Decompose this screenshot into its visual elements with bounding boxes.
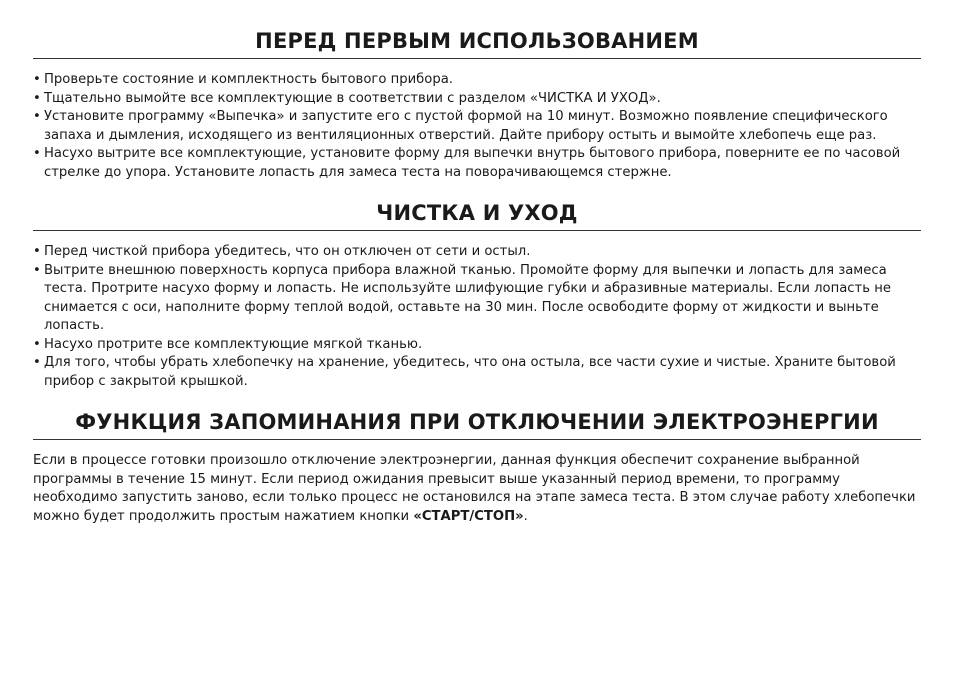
section-title-before-first-use: ПЕРЕД ПЕРВЫМ ИСПОЛЬЗОВАНИЕМ [33, 28, 921, 59]
list-item [33, 71, 921, 90]
bullet: • [33, 355, 41, 370]
list-item [33, 354, 921, 391]
bullet: • [33, 109, 41, 124]
list-item-text: Установите программу «Выпечка» и запустите его с пустой формой на 10 минут. Возможно появление специфического запаха и дымления, исходящего из вентиляционных отверстий. Дайте прибору остыть и вымойте хлебопечь еще раз. [44, 109, 888, 143]
list-item-text: Перед чисткой прибора убедитесь, что он отключен от сети и остыл. [44, 244, 531, 259]
list-item-text: Насухо протрите все комплектующие мягкой тканью. [44, 336, 423, 352]
cleaning-list [33, 243, 921, 391]
section-title-cleaning: ЧИСТКА И УХОД [33, 200, 921, 231]
list-item-text: Насухо вытрите все комплектующие, установите форму для выпечки внутрь бытового прибора, поверните ее по часовой стрелке до упора. Установите лопасть для замеса теста на поворачивающемся стержне. [44, 146, 901, 180]
list-item-text: Для того, чтобы убрать хлебопечку на хранение, убедитесь, что она остыла, все части сухие и чистые. Храните бытовой прибор с закрытой крышкой. [44, 355, 896, 389]
bullet: • [33, 90, 41, 106]
list-item [33, 108, 921, 145]
bullet: • [33, 244, 41, 259]
list-item [33, 262, 921, 336]
list-item-text: Тщательно вымойте все комплектующие в соответствии с разделом «ЧИСТКА И УХОД». [44, 90, 661, 106]
start-stop-label: «СТАРТ/СТОП» [413, 508, 524, 524]
document-page [33, 0, 921, 526]
section-title-power-memory: ФУНКЦИЯ ЗАПОМИНАНИЯ ПРИ ОТКЛЮЧЕНИИ ЭЛЕКТРОЭНЕРГИИ [33, 409, 921, 440]
list-item-text: Вытрите внешнюю поверхность корпуса прибора влажной тканью. Промойте форму для выпечки и лопасть для замеса теста. Протрите насухо форму и лопасть. Не используйте шлифующие губки и абразивные материалы. Если лопасть не снимается с оси, наполните форму теплой водой, оставьте на 30 мин. После освободите форму от жидкости и выньте лопасть. [44, 262, 891, 333]
bullet: • [33, 146, 41, 161]
list-item-text: Проверьте состояние и комплектность бытового прибора. [44, 72, 453, 87]
before-first-use-list [33, 71, 921, 182]
bullet: • [33, 72, 41, 87]
list-item [33, 336, 921, 355]
bullet: • [33, 336, 41, 352]
bullet: • [33, 262, 41, 278]
list-item [33, 90, 921, 109]
list-item [33, 145, 921, 182]
power-memory-paragraph [33, 452, 921, 526]
paragraph-end: . [523, 508, 528, 524]
paragraph-text: Если в процессе готовки произошло отключение электроэнергии, данная функция обеспечит сохранение выбранной программы в течение 15 минут. Если период ожидания превысит выше указанный период времени, то программу необходимо запустить заново, если только процесс не остановился на этапе замеса теста. В этом случае работу хлебопечки можно будет продолжить простым нажатием кнопки [33, 453, 916, 524]
list-item [33, 243, 921, 262]
